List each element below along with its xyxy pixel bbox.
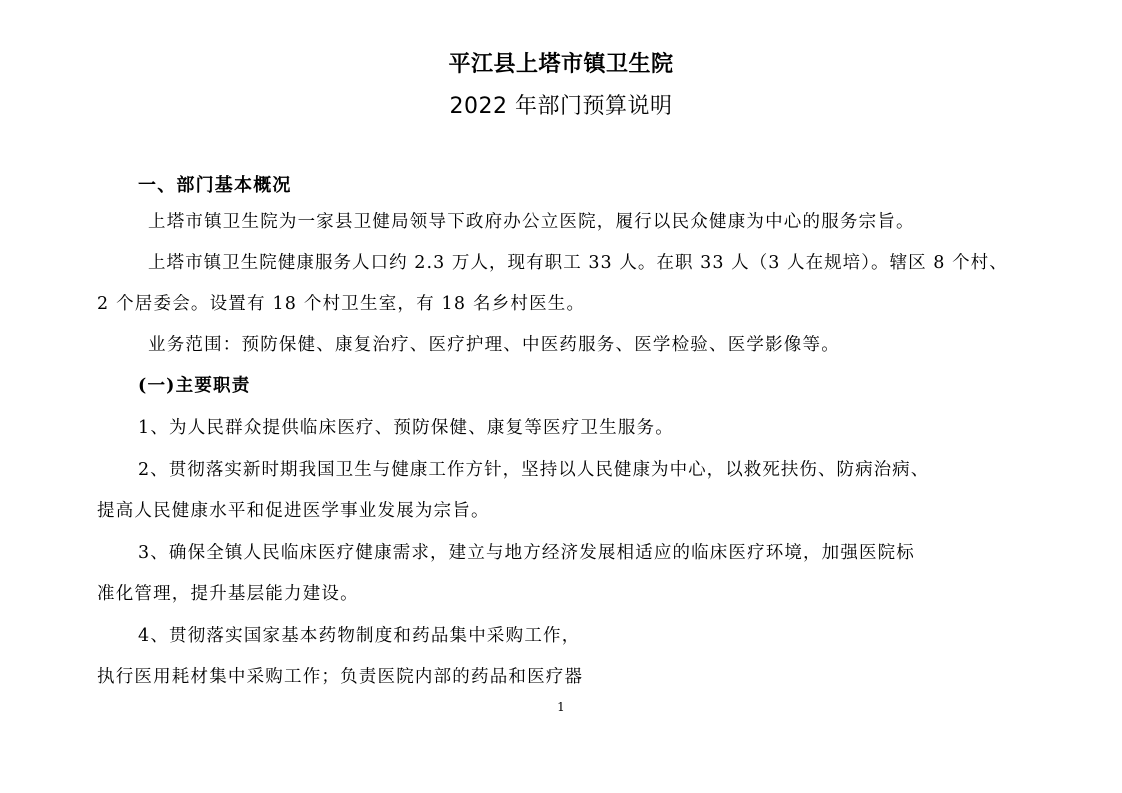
paragraph-staff-line1: 上塔市镇卫生院健康服务人口约 2.3 万人，现有职工 33 人。在职 33 人（3 人在规培）。辖区 8 个村、 [148, 253, 1008, 273]
duty-item-2-line2: 提高人民健康水平和促进医学事业发展为宗旨。 [97, 501, 490, 521]
paragraph-staff-line2: 2 个居委会。设置有 18 个村卫生室，有 18 名乡村医生。 [97, 294, 586, 314]
document-title: 平江县上塔市镇卫生院 [448, 52, 674, 77]
duty-item-3-line1: 3、确保全镇人民临床医疗健康需求，建立与地方经济发展相适应的临床医疗环境，加强医院标 [138, 543, 915, 563]
subsection-heading: (一)主要职责 [138, 376, 251, 396]
duty-item-4-line1: 4、贯彻落实国家基本药物制度和药品集中采购工作， [138, 626, 581, 646]
page-number: 1 [557, 700, 565, 714]
paragraph-overview: 上塔市镇卫生院为一家县卫健局领导下政府办公立医院，履行以民众健康为中心的服务宗旨。 [148, 212, 915, 232]
paragraph-business-scope: 业务范围：预防保健、康复治疗、医疗护理、中医药服务、医学检验、医学影像等。 [148, 335, 840, 355]
document-subtitle: 2022 年部门预算说明 [449, 94, 673, 119]
duty-item-4-line2: 执行医用耗材集中采购工作；负责医院内部的药品和医疗器 [97, 667, 584, 687]
duty-item-1: 1、为人民群众提供临床医疗、预防保健、康复等医疗卫生服务。 [138, 418, 674, 438]
section-heading: 一、部门基本概况 [138, 175, 292, 196]
duty-item-3-line2: 准化管理，提升基层能力建设。 [97, 584, 359, 604]
duty-item-2-line1: 2、贯彻落实新时期我国卫生与健康工作方针，坚持以人民健康为中心，以救死扶伤、防病治病、 [138, 460, 930, 480]
